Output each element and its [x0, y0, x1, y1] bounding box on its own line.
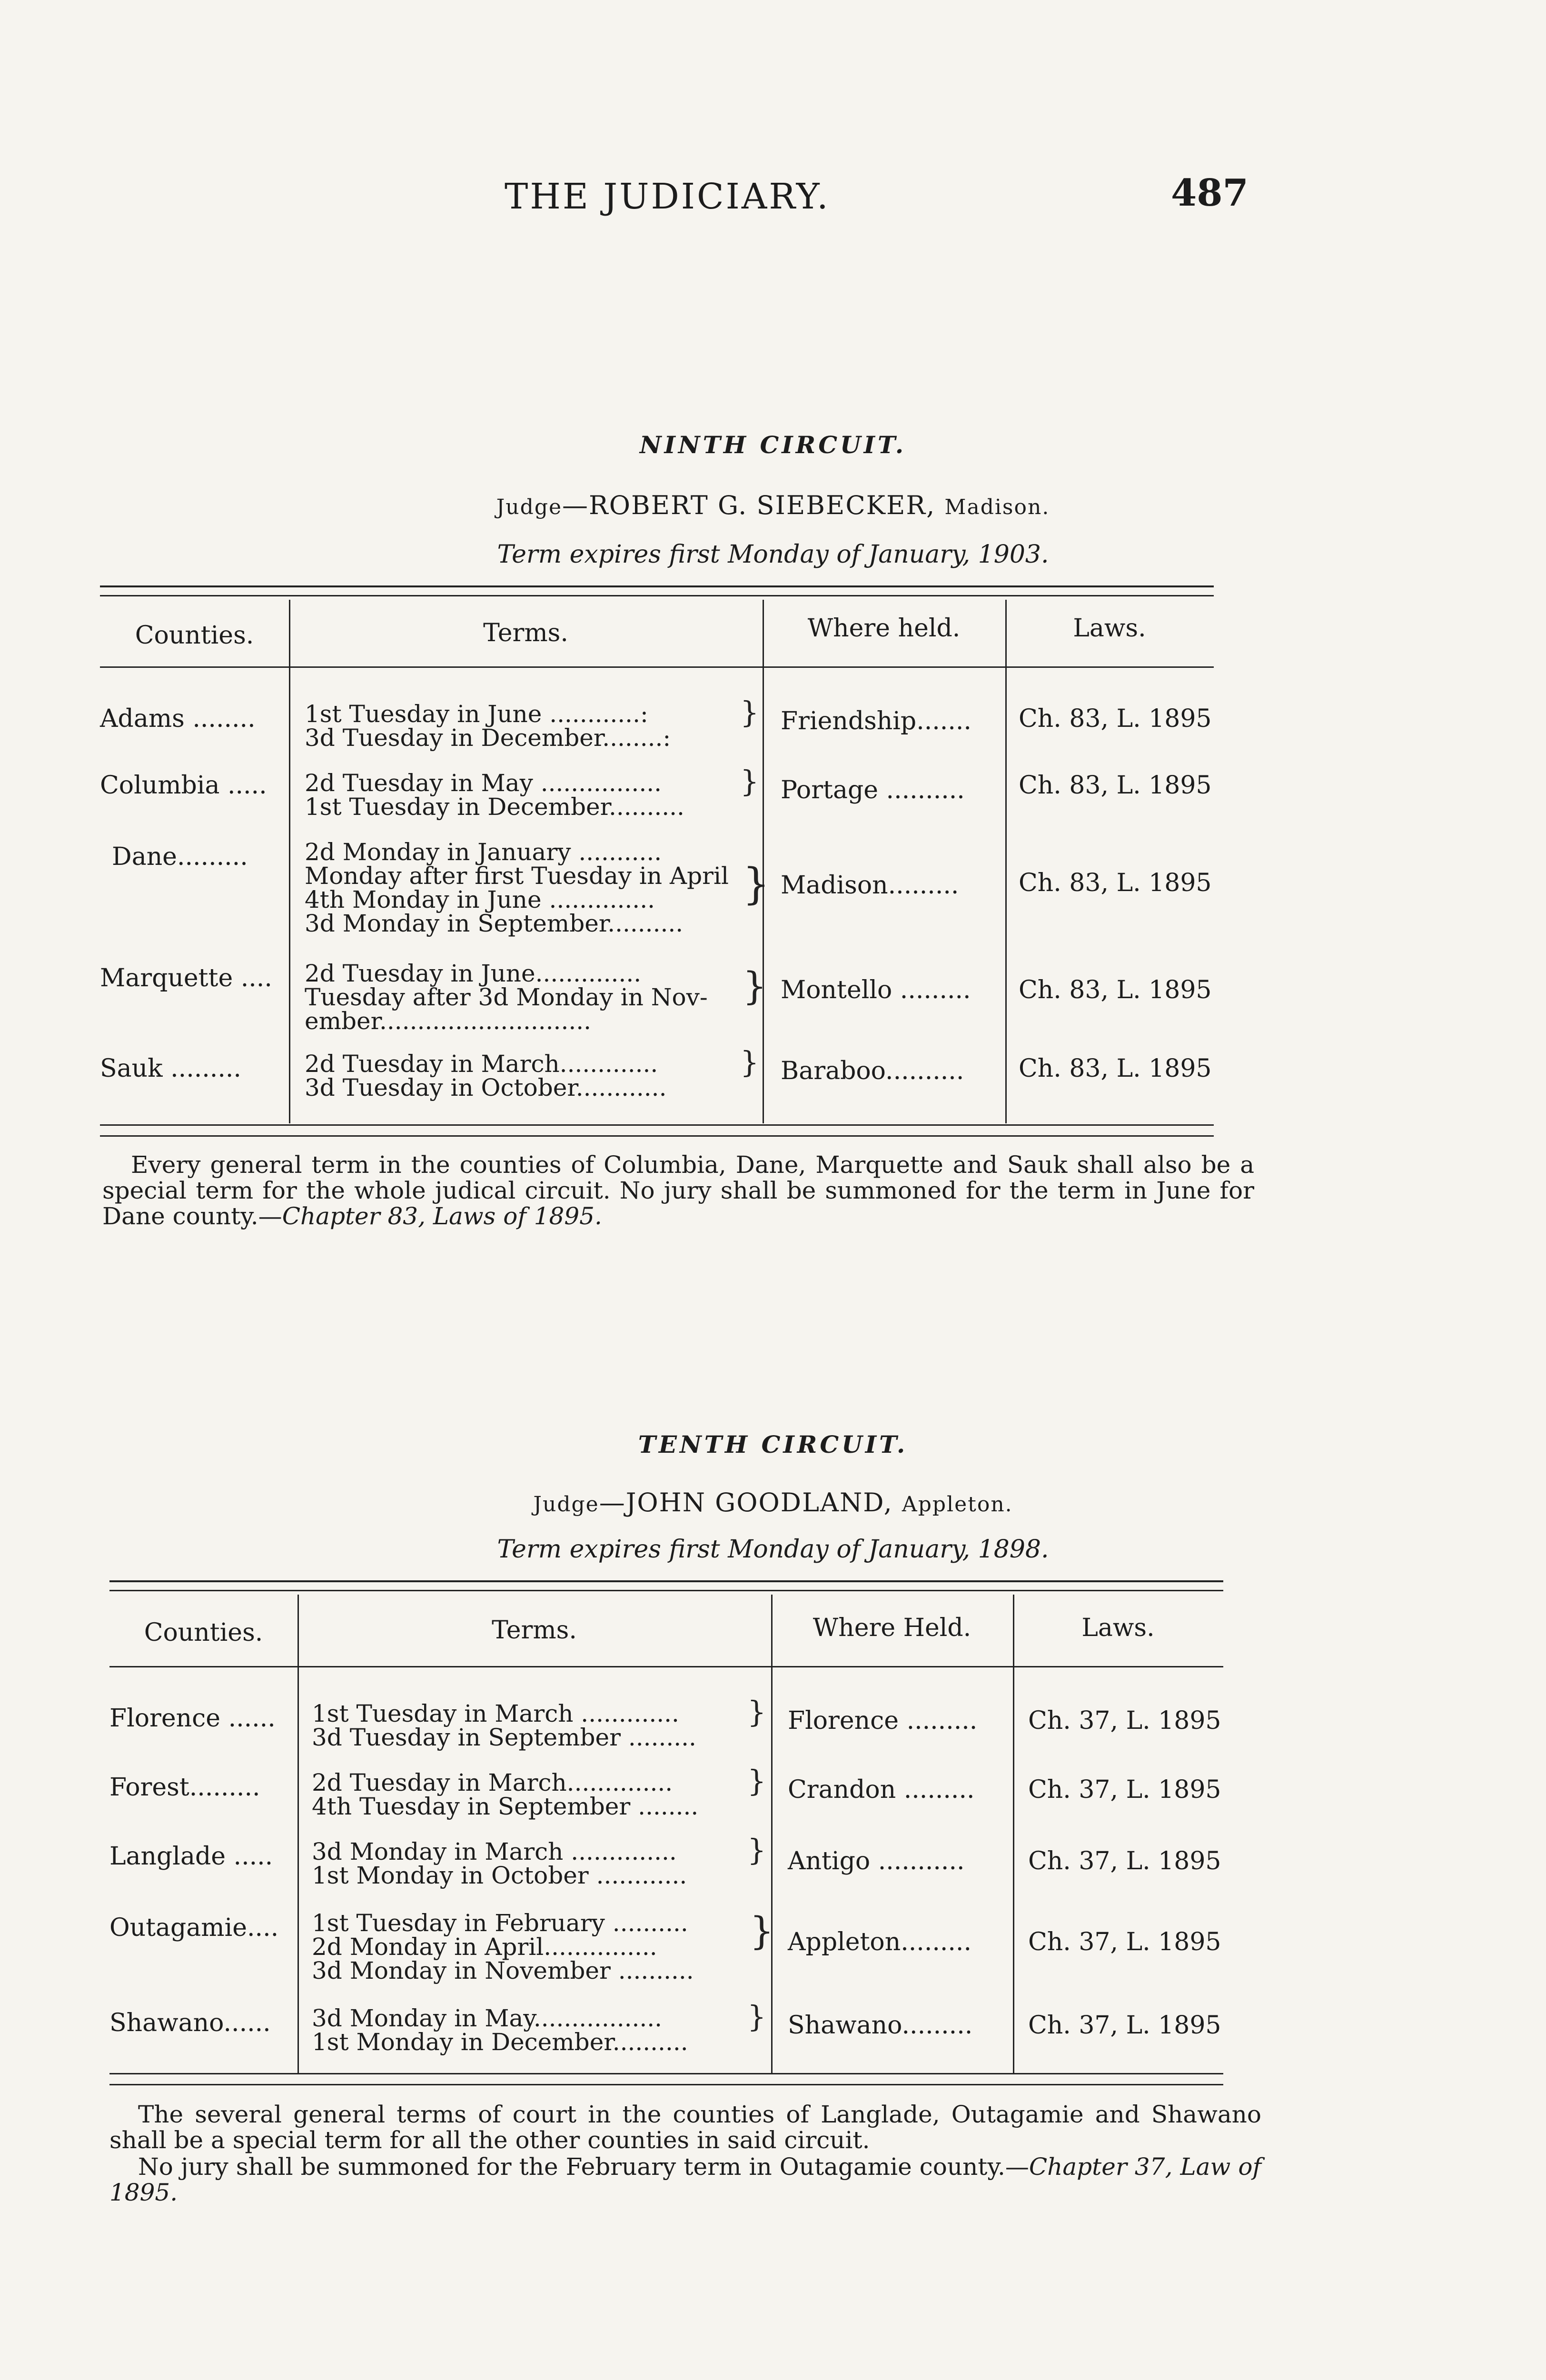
- term-list: [305, 962, 708, 1033]
- column-divider: [1005, 600, 1007, 1123]
- county-name: Dane.........: [112, 843, 248, 871]
- term-entry: 2d Monday in January ...........: [305, 838, 662, 866]
- judge-line: [0, 490, 1546, 520]
- law-citation: Ch. 83, L. 1895: [1019, 704, 1212, 733]
- law-citation: Ch. 37, L. 1895: [1028, 2011, 1221, 2040]
- county-name: Sauk .........: [100, 1054, 241, 1083]
- brace-icon: }: [747, 1695, 766, 1729]
- law-citation: Ch. 83, L. 1895: [1019, 869, 1212, 897]
- county-name: Marquette ....: [100, 964, 272, 992]
- term-list: [305, 840, 729, 935]
- circuit-title: NINTH CIRCUIT.: [639, 431, 907, 459]
- county-name: Columbia .....: [100, 771, 267, 800]
- circuit-note: [109, 2154, 1261, 2205]
- term-list: [305, 702, 671, 750]
- table-rule-top-2: [109, 1590, 1223, 1591]
- term-list: [312, 1911, 694, 1983]
- column-header: Laws.: [1081, 1614, 1155, 1642]
- term-entry: 3d Tuesday in October............: [305, 1074, 667, 1101]
- circuit-title: TENTH CIRCUIT.: [638, 1430, 908, 1458]
- term-entry: 1st Tuesday in December..........: [305, 793, 684, 821]
- column-header: Counties.: [144, 1618, 263, 1647]
- term-entry: 3d Tuesday in December........:: [305, 724, 671, 752]
- table-rule-bottom: [109, 2073, 1223, 2074]
- brace-icon: }: [747, 1764, 766, 1798]
- law-citation: Ch. 83, L. 1895: [1019, 976, 1212, 1004]
- judge-city: Madison.: [944, 495, 1050, 519]
- county-name: Forest.........: [109, 1773, 260, 1802]
- column-divider: [297, 1595, 299, 2073]
- table-rule-top: [100, 585, 1214, 587]
- judge-city: Appleton.: [902, 1492, 1013, 1517]
- judge-line: [0, 1488, 1546, 1517]
- note-citation: Chapter 83, Laws of 1895.: [282, 1202, 602, 1230]
- running-head: THE JUDICIARY.: [505, 176, 830, 217]
- circuit-note: [109, 2102, 1261, 2153]
- column-header: Where held.: [807, 614, 961, 643]
- term-list: [312, 2006, 688, 2054]
- where-held: Madison.........: [781, 871, 959, 900]
- brace-icon: }: [740, 1045, 759, 1080]
- brace-icon: }: [743, 859, 770, 909]
- term-entry: 2d Tuesday in May ................: [305, 769, 662, 797]
- term-list: [305, 1052, 666, 1100]
- term-entry: 2d Tuesday in March..............: [312, 1769, 673, 1796]
- brace-icon: }: [747, 1999, 766, 2034]
- brace-icon: }: [747, 1833, 766, 1867]
- where-held: Portage ..........: [781, 776, 965, 804]
- term-entry: 1st Tuesday in June ............:: [305, 700, 648, 728]
- term-entry: 2d Monday in April...............: [312, 1933, 657, 1961]
- note-text: Every general term in the counties of Columbia, Dane, Marquette and Sauk shall also be a special term for the whole judical circuit. No jury shall be summoned for the term in June for Dane county.—: [102, 1151, 1254, 1230]
- brace-icon: }: [740, 695, 759, 730]
- term-expires: Term expires first Monday of January, 1898.: [497, 1535, 1049, 1564]
- term-entry: 3d Monday in March ..............: [312, 1838, 677, 1865]
- brace-icon: }: [750, 1909, 774, 1953]
- judge-label: Judge: [533, 1492, 599, 1517]
- term-entry: 1st Monday in October ............: [312, 1862, 687, 1889]
- county-name: Florence ......: [109, 1704, 276, 1733]
- note-text: No jury shall be summoned for the February term in Outagamie county.—: [138, 2153, 1029, 2181]
- law-citation: Ch. 83, L. 1895: [1019, 771, 1212, 800]
- column-header: Laws.: [1073, 614, 1146, 643]
- term-entry: 2d Tuesday in June..............: [305, 960, 642, 987]
- term-entry: 3d Tuesday in September .........: [312, 1724, 696, 1751]
- where-held: Friendship.......: [781, 707, 971, 735]
- where-held: Appleton.........: [788, 1928, 971, 1956]
- where-held: Florence .........: [788, 1706, 978, 1735]
- term-list: [312, 1771, 698, 1818]
- table-rule-top: [109, 1580, 1223, 1582]
- term-entry: 1st Tuesday in February ..........: [312, 1909, 688, 1937]
- table-rule-bottom-2: [100, 1135, 1214, 1137]
- term-entry: 1st Tuesday in March .............: [312, 1700, 679, 1727]
- column-header: Terms.: [483, 619, 568, 647]
- county-name: Outagamie....: [109, 1914, 279, 1942]
- column-divider: [771, 1595, 773, 2073]
- where-held: Crandon .........: [788, 1775, 975, 1804]
- law-citation: Ch. 37, L. 1895: [1028, 1847, 1221, 1875]
- judge-name: —JOHN GOODLAND,: [599, 1488, 902, 1517]
- judge-label: Judge: [496, 495, 563, 519]
- term-entry: 3d Monday in September..........: [305, 910, 684, 937]
- county-name: Langlade .....: [109, 1842, 273, 1871]
- where-held: Shawano.........: [788, 2011, 973, 2040]
- term-list: [305, 771, 684, 819]
- table-rule-top-2: [100, 595, 1214, 596]
- law-citation: Ch. 37, L. 1895: [1028, 1775, 1221, 1804]
- law-citation: Ch. 37, L. 1895: [1028, 1928, 1221, 1956]
- term-list: [312, 1840, 687, 1887]
- term-entry: 1st Monday in December..........: [312, 2028, 688, 2056]
- county-name: Adams ........: [100, 704, 256, 733]
- note-citation: Chapter 37, Law of 1895.: [109, 2153, 1261, 2206]
- judge-name: —ROBERT G. SIEBECKER,: [562, 490, 945, 520]
- note-text: The several general terms of court in the counties of Langlade, Outagamie and Shawano shall be a special term for all the other counties in said circuit.: [109, 2101, 1261, 2154]
- term-expires: Term expires first Monday of January, 1903.: [497, 540, 1049, 569]
- column-divider: [289, 600, 290, 1123]
- law-citation: Ch. 83, L. 1895: [1019, 1054, 1212, 1083]
- page-number: 487: [1171, 171, 1249, 215]
- where-held: Antigo ...........: [788, 1847, 965, 1875]
- county-name: Shawano......: [109, 2009, 271, 2037]
- header-rule: [109, 1666, 1223, 1667]
- column-header: Terms.: [492, 1616, 577, 1645]
- where-held: Baraboo..........: [781, 1057, 964, 1085]
- term-list: [312, 1702, 696, 1749]
- header-rule: [100, 666, 1214, 668]
- column-header: Counties.: [135, 621, 254, 650]
- law-citation: Ch. 37, L. 1895: [1028, 1706, 1221, 1735]
- brace-icon: }: [743, 964, 767, 1008]
- term-entry: 3d Monday in May.................: [312, 2004, 663, 2032]
- table-rule-bottom-2: [109, 2084, 1223, 2085]
- term-entry: Monday after first Tuesday in April: [305, 862, 729, 890]
- column-divider: [1013, 1595, 1014, 2073]
- term-entry: 4th Tuesday in September ........: [312, 1793, 699, 1820]
- circuit-note: [102, 1152, 1254, 1229]
- term-entry: 2d Tuesday in March.............: [305, 1050, 658, 1078]
- brace-icon: }: [740, 764, 759, 799]
- term-entry: 3d Monday in November ..........: [312, 1957, 694, 1984]
- term-entry: 4th Monday in June ..............: [305, 886, 655, 913]
- term-entry: Tuesday after 3d Monday in Nov-: [305, 983, 708, 1011]
- where-held: Montello .........: [781, 976, 971, 1004]
- term-entry: ember............................: [305, 1007, 592, 1035]
- table-rule-bottom: [100, 1124, 1214, 1126]
- column-header: Where Held.: [813, 1614, 971, 1642]
